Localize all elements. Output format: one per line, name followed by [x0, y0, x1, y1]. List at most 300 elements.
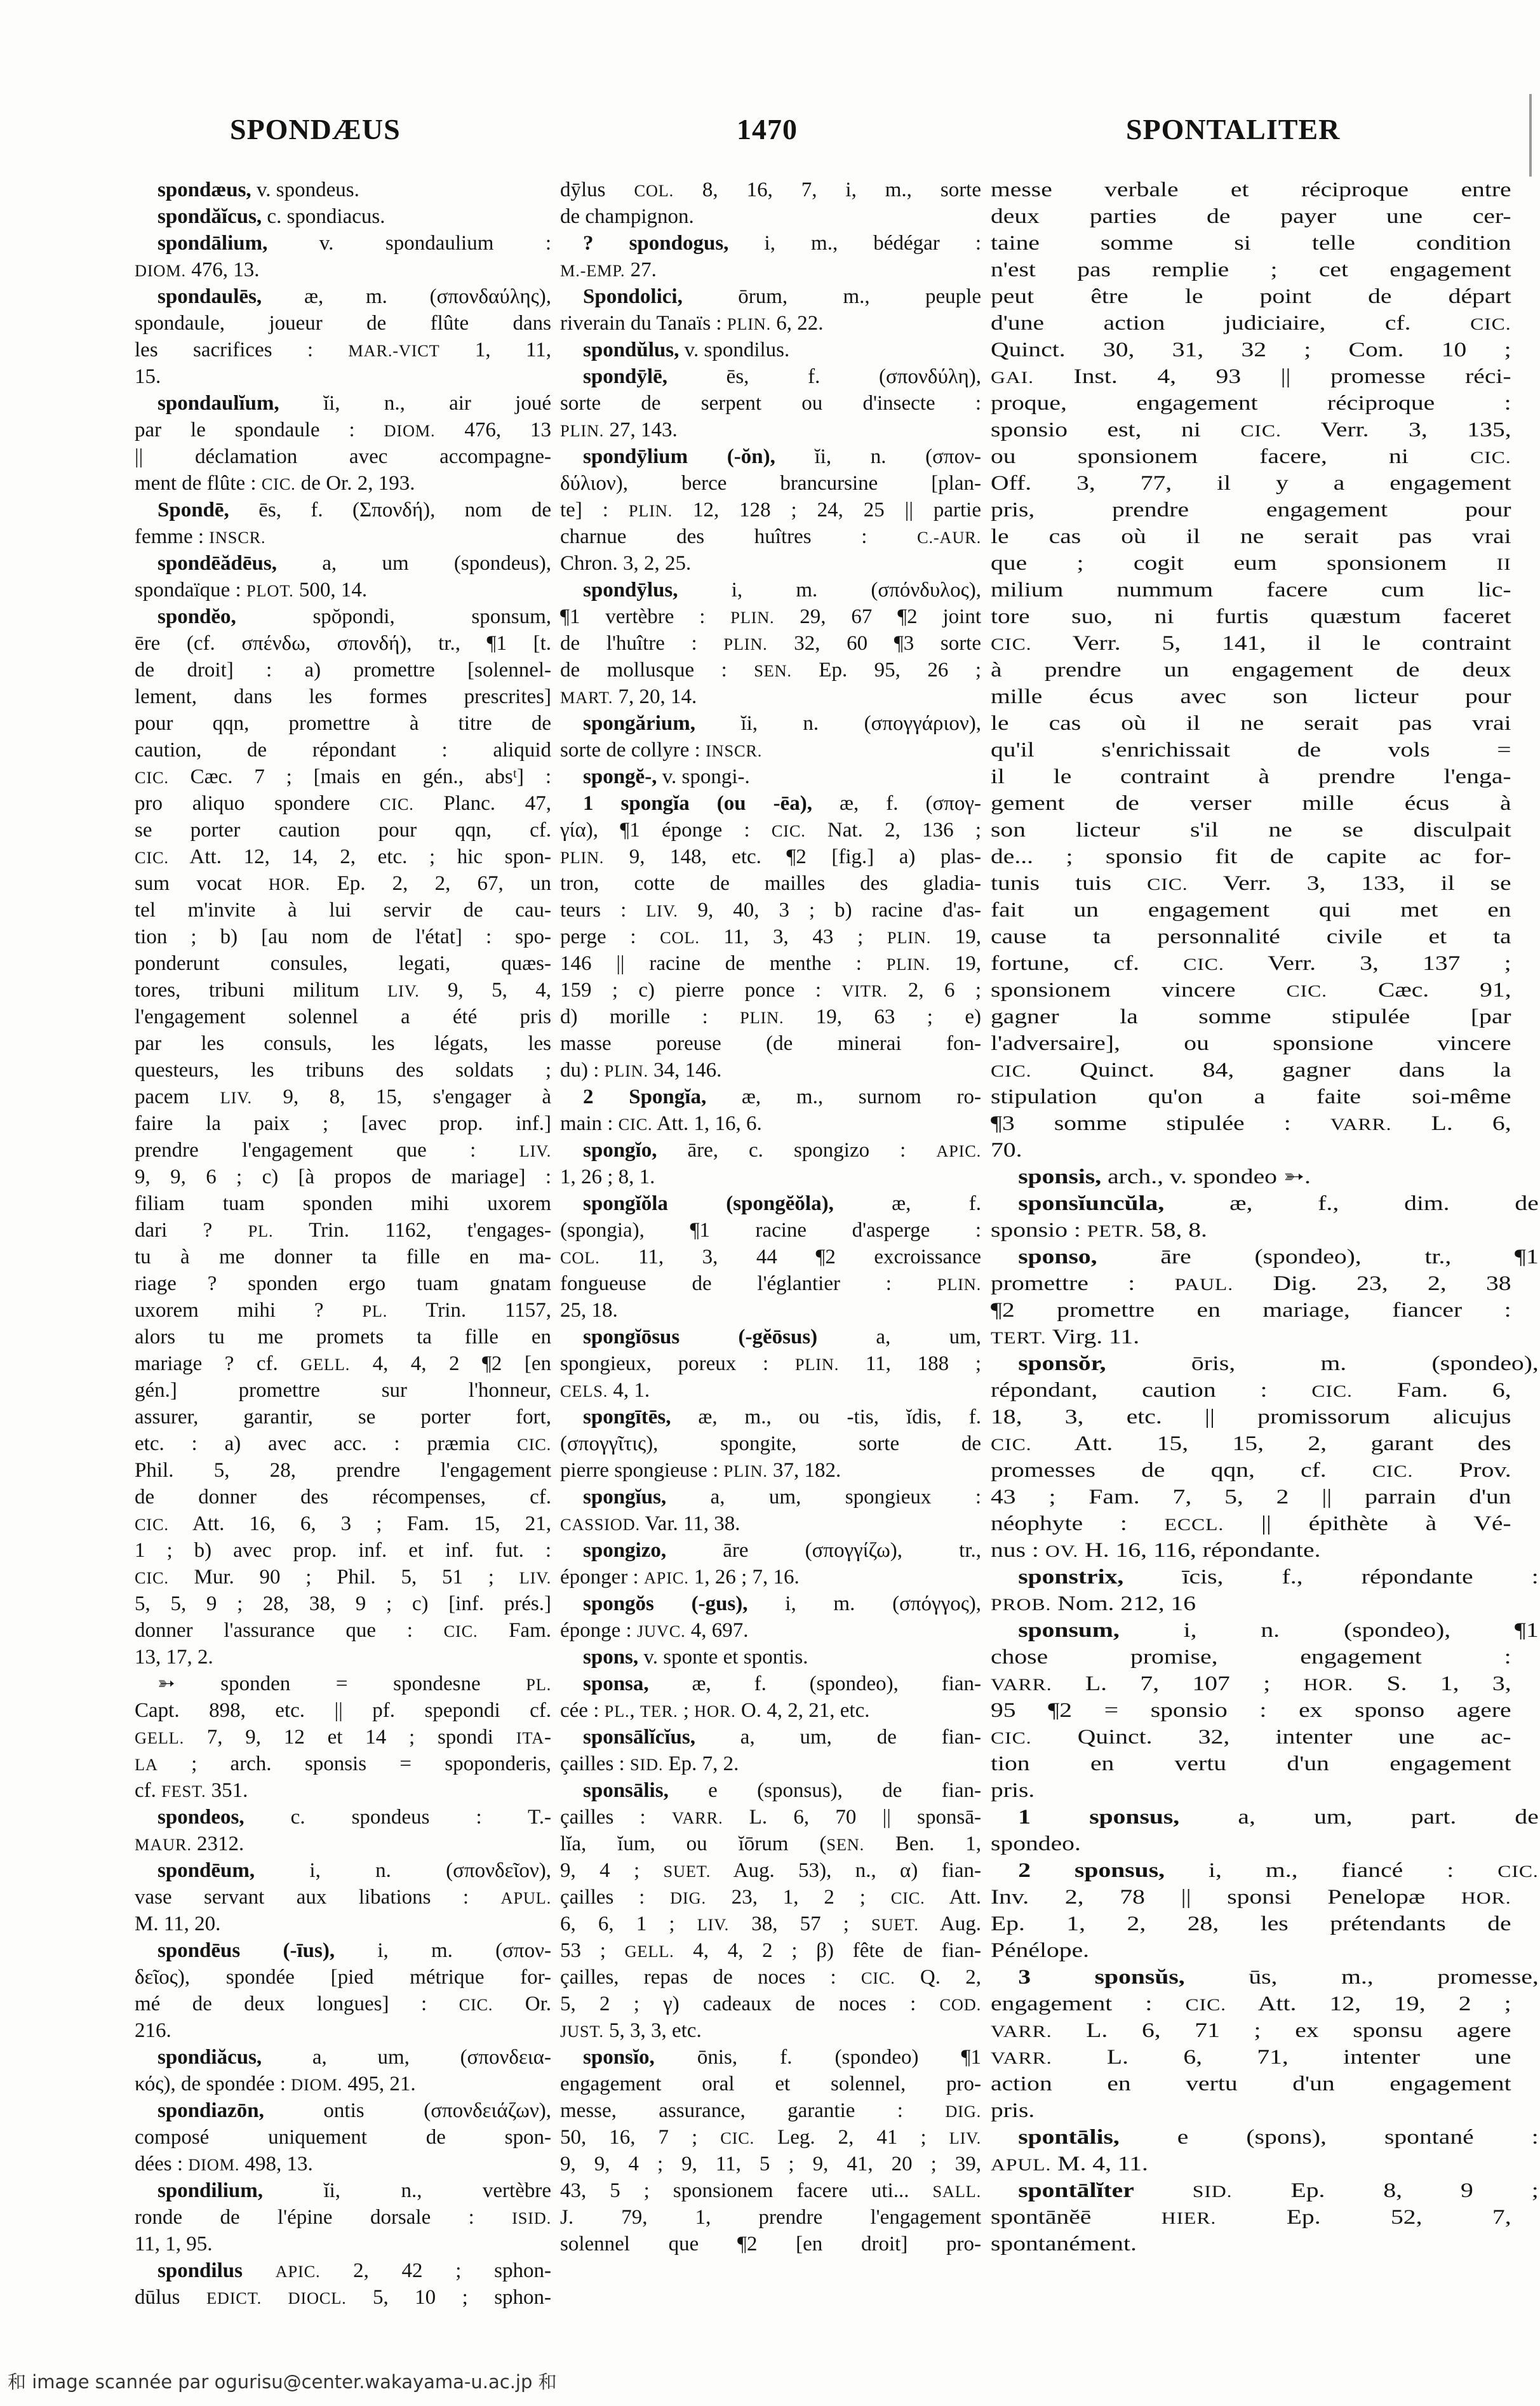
entry-start-line — [560, 230, 981, 257]
entry-line: GAI. Inst. 4, 93 || promesse réci- — [991, 365, 1511, 388]
entry-start-line — [560, 363, 981, 390]
entry-line: questeurs, les tribuns des soldats ; — [135, 1059, 551, 1082]
entry-headword: spondȳlium (-ŏn), — [583, 445, 775, 468]
entry-line: 13, 17, 2. — [135, 1646, 213, 1669]
entry-text: æ, f. (spondeo), fian- — [648, 1672, 981, 1695]
entry-line: Inv. 2, 78 || sponsi Penelopæ HOR. — [991, 1886, 1511, 1909]
entry-line: TERT. Virg. 11. — [991, 1326, 1140, 1348]
entry-text: i, n. (σπονδεῖον), — [255, 1859, 551, 1882]
entry-headword: 1 spongĭa (ou -ēa), — [583, 792, 812, 815]
entry-start-line — [560, 710, 981, 737]
entry-text: v. spongi-. — [657, 765, 750, 788]
entry-headword: sponsum, — [1018, 1619, 1120, 1642]
entry-line: ¶1 vertèbre : PLIN. 29, 67 ¶2 joint — [560, 605, 981, 628]
entry-line: ¶2 promettre en mariage, fiancer : — [991, 1299, 1511, 1322]
entry-line: engagement oral et solennel, pro- — [560, 2073, 981, 2095]
entry-start-line — [560, 577, 981, 603]
entry-line: masse poreuse (de minerai fon- — [560, 1032, 981, 1055]
entry-text: īcis, f., répondante : — [1123, 1566, 1539, 1589]
entry-start-line — [560, 337, 981, 363]
entry-text: ĭi, n. (σπον- — [775, 445, 981, 468]
entry-line: répondant, caution : CIC. Fam. 6, — [991, 1379, 1511, 1402]
page-number: 1470 — [737, 113, 798, 145]
entry-line: etc. : a) avec acc. : præmia CIC. — [135, 1432, 551, 1455]
entry-line: 6, 6, 1 ; LIV. 38, 57 ; SUET. Aug. — [560, 1912, 981, 1935]
entry-headword: spondiăcus, — [157, 2046, 262, 2069]
entry-line: de mollusque : SEN. Ep. 95, 26 ; — [560, 659, 981, 682]
entry-headword: spondēus (-īus), — [157, 1939, 335, 1962]
entry-line: M. 11, 20. — [135, 1912, 221, 1935]
entry-text: āre, c. spongizo : APIC. — [657, 1139, 981, 1162]
entry-line: d'une action judiciaire, cf. CIC. — [991, 312, 1511, 335]
entry-headword: sponsĭo, — [583, 2046, 655, 2069]
dictionary-column-1 — [135, 177, 551, 2311]
entry-line: tore suo, ni furtis quæstum faceret — [991, 605, 1511, 628]
entry-line: spontanément. — [991, 2233, 1137, 2255]
entry-headword: 3 sponsŭs, — [1018, 1966, 1185, 1989]
entry-headword: spongĭus, — [583, 1486, 667, 1509]
entry-line: riage ? sponden ergo tuam gnatam — [135, 1272, 551, 1295]
entry-text: ĭi, n. (σπογγάριον), — [695, 712, 981, 735]
entry-line: 9, 9, 4 ; 9, 11, 5 ; 9, 41, 20 ; 39, — [560, 2153, 981, 2175]
entry-line: sum vocat HOR. Ep. 2, 2, 67, un — [135, 872, 551, 895]
entry-start-line — [135, 1857, 551, 1884]
entry-start-line — [135, 177, 551, 203]
entry-line: Chron. 3, 2, 25. — [560, 552, 692, 575]
entry-line: 15. — [135, 365, 161, 388]
entry-headword: spontālis, — [1018, 2126, 1120, 2149]
entry-line: messe verbale et réciproque entre — [991, 178, 1511, 201]
entry-line: DIOM. 476, 13. — [135, 259, 260, 281]
running-head-first-entry: SPONDÆUS — [230, 113, 401, 145]
entry-line: cée : PL., TER. ; HOR. O. 4, 2, 21, etc. — [560, 1699, 870, 1722]
entry-headword: spondăĭcus, — [157, 205, 262, 228]
entry-line: prendre l'engagement que : LIV. — [135, 1139, 551, 1162]
entry-line: 70. — [991, 1139, 1022, 1162]
entry-headword: spondæus, — [157, 178, 251, 201]
entry-line: à prendre un engagement de deux — [991, 659, 1511, 682]
entry-start-line — [135, 1804, 551, 1831]
entry-line: GELL. 7, 9, 12 et 14 ; spondi ITA- — [135, 1726, 551, 1749]
entry-line: 18, 3, etc. || promissorum alicujus — [991, 1406, 1511, 1428]
entry-line: 43, 5 ; sponsionem facere uti... SALL. — [560, 2179, 981, 2202]
entry-line: solennel que ¶2 [en droit] pro- — [560, 2233, 981, 2255]
entry-line: tion ; b) [au nom de l'état] : spo- — [135, 925, 551, 948]
entry-text: i, m. (σπον- — [335, 1939, 551, 1962]
entry-text: ēs, f. (Σπονδή), nom de — [229, 499, 551, 521]
entry-start-line — [135, 203, 551, 230]
entry-text: a, um (spondeus), — [277, 552, 551, 575]
entry-headword: spondālium, — [157, 232, 268, 255]
entry-start-line — [560, 1777, 981, 1804]
entry-line: cf. FEST. 351. — [135, 1779, 248, 1802]
entry-text: āre (spondeo), tr., ¶1 — [1097, 1246, 1539, 1268]
entry-line: mariage ? cf. GELL. 4, 4, 2 ¶2 [en — [135, 1352, 551, 1375]
entry-headword: spondaulēs, — [157, 285, 262, 308]
entry-line: de donner des récompenses, cf. — [135, 1486, 551, 1509]
entry-start-line — [135, 390, 551, 417]
entry-headword: spongĭo, — [583, 1139, 657, 1162]
entry-line: composé uniquement de spon- — [135, 2126, 551, 2149]
entry-text: ōnis, f. (spondeo) ¶1 — [654, 2046, 981, 2069]
running-head-last-entry: SPONTALITER — [1126, 113, 1341, 145]
entry-line: CIC. Att. 15, 15, 2, garant des — [991, 1432, 1511, 1455]
entry-headword: spondȳlē, — [583, 365, 667, 388]
entry-text: æ, f. — [833, 1192, 981, 1215]
entry-headword: spons, — [583, 1646, 639, 1669]
entry-text: a, um, part. de — [1179, 1806, 1539, 1829]
entry-headword: spondilus — [157, 2259, 243, 2282]
entry-line: se porter caution pour qqn, cf. — [135, 819, 551, 842]
entry-headword: 2 sponsus, — [1018, 1859, 1165, 1882]
entry-headword: spondilium, — [157, 2179, 263, 2202]
entry-text: ūs, m., promesse, — [1184, 1966, 1539, 1989]
entry-start-line — [991, 1244, 1539, 1270]
entry-start-line — [560, 1324, 981, 1350]
entry-start-line — [135, 603, 551, 630]
entry-line: messe, assurance, garantie : DIG. — [560, 2099, 981, 2122]
entry-start-line — [560, 763, 981, 790]
entry-start-line — [560, 1484, 981, 1510]
entry-text: v. spondeus. — [251, 178, 359, 201]
entry-start-line — [560, 790, 981, 817]
entry-line: ponderunt consules, legati, quæs- — [135, 952, 551, 975]
entry-line: le cas où il ne serait pas vrai — [991, 525, 1511, 548]
entry-start-line — [135, 1670, 551, 1697]
entry-text: SID. Ep. 8, 9 ; — [1192, 2179, 1539, 2202]
entry-line: PLIN. 27, 143. — [560, 419, 678, 441]
entry-line: pierre spongieuse : PLIN. 37, 182. — [560, 1459, 841, 1482]
entry-line: 1 ; b) avec prop. inf. et inf. fut. : — [135, 1539, 551, 1562]
entry-headword: spondȳlus, — [583, 579, 678, 602]
entry-headword: 2 Spongĭa, — [583, 1085, 707, 1108]
entry-line: faire la paix ; [avec prop. inf.] — [135, 1112, 551, 1135]
entry-text: v. spondilus. — [679, 339, 790, 361]
entry-headword: sponsālĭcĭus, — [583, 1726, 695, 1749]
entry-line: gagner la somme stipulée [par — [991, 1005, 1511, 1028]
entry-start-line — [991, 1190, 1539, 1217]
entry-line: fortune, cf. CIC. Verr. 3, 137 ; — [991, 952, 1511, 975]
entry-line: 43 ; Fam. 7, 5, 2 || parrain d'un — [991, 1486, 1511, 1509]
entry-line: tu à me donner ta fille en ma- — [135, 1246, 551, 1268]
entry-headword: spondēădēus, — [157, 552, 277, 575]
entry-line: le cas où il ne serait pas vrai — [991, 712, 1511, 735]
entry-line: (spongia), ¶1 racine d'asperge : — [560, 1219, 981, 1242]
entry-headword: Spondolici, — [583, 285, 683, 308]
entry-line: spondaule, joueur de flûte dans — [135, 312, 551, 335]
entry-text: i, m., fiancé : CIC. — [1165, 1859, 1539, 1882]
entry-headword: 1 sponsus, — [1018, 1806, 1180, 1829]
entry-line: alors tu me promets ta fille en — [135, 1326, 551, 1348]
entry-line: pris, prendre engagement pour — [991, 499, 1511, 521]
entry-line: (σπογγῖτις), spongite, sorte de — [560, 1432, 981, 1455]
entry-headword: sponsa, — [583, 1672, 649, 1695]
entry-line: ¶3 somme stipulée : VARR. L. 6, — [991, 1112, 1511, 1135]
entry-line: Ep. 1, 2, 28, les prétendants de — [991, 1912, 1511, 1935]
entry-line: Phil. 5, 28, prendre l'engagement — [135, 1459, 551, 1482]
entry-line: mille écus avec son licteur pour — [991, 685, 1511, 708]
entry-headword: spondiazōn, — [157, 2099, 264, 2122]
entry-text: æ, f. (σπογ- — [812, 792, 981, 815]
entry-text: ĭi, n., vertèbre — [263, 2179, 551, 2202]
entry-line: COL. 11, 3, 44 ¶2 excroissance — [560, 1246, 981, 1268]
entry-headword: spondeos, — [157, 1806, 244, 1829]
entry-line: κός), de spondée : DIOM. 495, 21. — [135, 2073, 416, 2095]
entry-line: stipulation qu'on a faite soi-même — [991, 1085, 1511, 1108]
entry-line: 159 ; c) pierre ponce : VITR. 2, 6 ; — [560, 979, 981, 1002]
dictionary-column-3 — [991, 177, 1539, 2257]
entry-line: sponsionem vincere CIC. Cæc. 91, — [991, 979, 1511, 1002]
entry-line: sorte de collyre : INSCR. — [560, 739, 763, 762]
entry-line: 95 ¶2 = sponsio : ex sponso agere — [991, 1699, 1511, 1722]
entry-line: femme : INSCR. — [135, 525, 266, 548]
entry-line: pro aliquo spondere CIC. Planc. 47, — [135, 792, 551, 815]
entry-text: i, m. (σπόνδυλος), — [678, 579, 981, 602]
entry-line: l'engagement solennel a été pris — [135, 1005, 551, 1028]
entry-start-line — [991, 1804, 1539, 1831]
entry-text: ontis (σπονδειάζων), — [264, 2099, 551, 2122]
entry-text: ōrum, m., peuple — [682, 285, 981, 308]
entry-line: δεῖος), spondée [pied métrique for- — [135, 1966, 551, 1989]
entry-text: a, um, spongieux : — [666, 1486, 981, 1509]
entry-line: par les consuls, les légats, les — [135, 1032, 551, 1055]
entry-line: ment de flûte : CIC. de Or. 2, 193. — [135, 472, 415, 495]
entry-start-line — [560, 1190, 981, 1217]
entry-text: ĭi, n., air joué — [279, 392, 551, 415]
entry-text: ēs, f. (σπονδύλη), — [667, 365, 981, 388]
entry-line: pris. — [991, 2099, 1035, 2122]
entry-start-line — [560, 1724, 981, 1751]
entry-text: ōris, m. (spondeo), — [1106, 1352, 1539, 1375]
entry-line: lement, dans les formes prescrites] — [135, 685, 551, 708]
entry-line: nus : OV. H. 16, 116, répondante. — [991, 1539, 1321, 1562]
entry-line: promettre : PAUL. Dig. 23, 2, 38 — [991, 1272, 1511, 1295]
entry-start-line — [135, 2097, 551, 2124]
entry-line: CIC. Att. 12, 14, 2, etc. ; hic spon- — [135, 845, 551, 868]
entry-line: les sacrifices : MAR.-VICT 1, 11, — [135, 339, 551, 361]
entry-line: deux parties de payer une cer- — [991, 205, 1511, 228]
entry-line: pacem LIV. 9, 8, 15, s'engager à — [135, 1085, 551, 1108]
entry-line: Pénélope. — [991, 1939, 1090, 1962]
entry-line: du) : PLIN. 34, 146. — [560, 1059, 722, 1082]
entry-line: ronde de l'épine dorsale : ISID. — [135, 2206, 551, 2229]
entry-start-line — [991, 1964, 1539, 1991]
entry-text: āre (σπογγίζω), tr., — [666, 1539, 981, 1562]
entry-line: VARR. L. 6, 71 ; ex sponsu agere — [991, 2019, 1511, 2042]
entry-text: e (sponsus), de fian- — [668, 1779, 981, 1802]
entry-line: lĭa, ĭum, ou ĭōrum (SEN. Ben. 1, — [560, 1832, 981, 1855]
scan-credit: 和 image scannée par ogurisu@center.wakayama-u.ac.jp 和 — [8, 2371, 557, 2393]
entry-start-line — [135, 230, 551, 257]
entry-line: spongieux, poreux : PLIN. 11, 188 ; — [560, 1352, 981, 1375]
entry-line: 25, 18. — [560, 1299, 618, 1322]
entry-line: APUL. M. 4, 11. — [991, 2153, 1148, 2175]
entry-text: ➳ sponden = spondesne PL. — [157, 1672, 551, 1695]
entry-line: 50, 16, 7 ; CIC. Leg. 2, 41 ; LIV. — [560, 2126, 981, 2149]
entry-line: CELS. 4, 1. — [560, 1379, 650, 1402]
entry-line: action en vertu d'un engagement — [991, 2073, 1511, 2095]
entry-headword: spondŭlus, — [583, 339, 680, 361]
entry-line: engagement : CIC. Att. 12, 19, 2 ; — [991, 1993, 1511, 2015]
entry-line: CASSIOD. Var. 11, 38. — [560, 1512, 740, 1535]
entry-text: æ, m., surnom ro- — [706, 1085, 981, 1108]
entry-line: 1, 26 ; 8, 1. — [560, 1166, 655, 1188]
scan-edge-mark — [1529, 94, 1532, 177]
entry-headword: spongŏs (-gus), — [583, 1592, 748, 1615]
entry-start-line — [991, 1564, 1539, 1590]
entry-start-line — [991, 1164, 1539, 1190]
entry-start-line — [991, 2124, 1539, 2151]
entry-line: tion en vertu d'un engagement — [991, 1752, 1511, 1775]
entry-start-line — [560, 1084, 981, 1110]
entry-line: ēre (cf. σπένδω, σπονδή), tr., ¶1 [t. — [135, 632, 551, 655]
entry-line: 146 || racine de menthe : PLIN. 19, — [560, 952, 981, 975]
entry-line: dȳlus COL. 8, 16, 7, i, m., sorte — [560, 178, 981, 201]
entry-line: charnue des huîtres : C.-AUR. — [560, 525, 981, 548]
entry-line: il le contraint à prendre l'enga- — [991, 765, 1511, 788]
entry-text: æ, m. (σπονδαύλης), — [262, 285, 551, 308]
entry-line: Off. 3, 77, il y a engagement — [991, 472, 1511, 495]
entry-line: tel m'invite à lui servir de cau- — [135, 899, 551, 922]
entry-start-line — [560, 1670, 981, 1697]
entry-start-line — [991, 2177, 1539, 2204]
entry-line: 53 ; GELL. 4, 4, 2 ; β) fête de fian- — [560, 1939, 981, 1962]
entry-line: donner l'assurance que : CIC. Fam. — [135, 1619, 551, 1642]
entry-start-line — [560, 1137, 981, 1164]
entry-line: spondaïque : PLOT. 500, 14. — [135, 579, 368, 602]
entry-line: CIC. Cæc. 7 ; [mais en gén., absᵗ] : — [135, 765, 551, 788]
entry-line: riverain du Tanaïs : PLIN. 6, 22. — [560, 312, 824, 335]
entry-line: gement de verser mille écus à — [991, 792, 1511, 815]
entry-start-line — [135, 497, 551, 523]
entry-start-line — [135, 550, 551, 577]
entry-line: qu'il s'enrichissait de vols = — [991, 739, 1511, 762]
entry-start-line — [560, 1644, 981, 1670]
entry-line: MAUR. 2312. — [135, 1832, 244, 1855]
entry-start-line — [560, 1404, 981, 1430]
entry-headword: sponsĭuncŭla, — [1018, 1192, 1165, 1215]
entry-start-line — [135, 1937, 551, 1964]
entry-text: a, um, (σπονδεια- — [262, 2046, 551, 2069]
entry-line: JUST. 5, 3, 3, etc. — [560, 2019, 702, 2042]
entry-headword: spongĕ-, — [583, 765, 657, 788]
entry-line: sponsio est, ni CIC. Verr. 3, 135, — [991, 419, 1511, 441]
entry-text: v. sponte et spontis. — [638, 1646, 808, 1669]
entry-line: n'est pas remplie ; cet engagement — [991, 259, 1511, 281]
entry-start-line — [135, 2044, 551, 2071]
entry-text: e (spons), spontané : — [1119, 2126, 1539, 2149]
entry-start-line — [560, 1537, 981, 1564]
entry-line: CIC. Quinct. 32, intenter une ac- — [991, 1726, 1511, 1749]
entry-headword: spongītēs, — [583, 1406, 671, 1428]
entry-line: M.-EMP. 27. — [560, 259, 657, 281]
entry-headword: sponsālis, — [583, 1779, 669, 1802]
entry-start-line — [991, 1617, 1539, 1644]
entry-line: néophyte : ECCL. || épithète à Vé- — [991, 1512, 1511, 1535]
dictionary-column-2 — [560, 177, 981, 2257]
entry-headword: sponsŏr, — [1018, 1352, 1106, 1375]
entry-start-line — [560, 1590, 981, 1617]
entry-text: c. spondiacus. — [262, 205, 385, 228]
entry-start-line — [135, 2257, 551, 2284]
entry-line: perge : COL. 11, 3, 43 ; PLIN. 19, — [560, 925, 981, 948]
entry-line: tron, cotte de mailles des gladia- — [560, 872, 981, 895]
entry-line: CIC. Quinct. 84, gagner dans la — [991, 1059, 1511, 1082]
entry-line: caution, de répondant : aliquid — [135, 739, 551, 762]
entry-line: sponsio : PETR. 58, 8. — [991, 1219, 1207, 1242]
entry-text: i, n. (spondeo), ¶1 — [1119, 1619, 1539, 1642]
entry-line: proque, engagement réciproque : — [991, 392, 1511, 415]
entry-line: VARR. L. 6, 71, intenter une — [991, 2046, 1511, 2069]
entry-line: || déclamation avec accompagne- — [135, 445, 551, 468]
entry-line: çailles : SID. Ep. 7, 2. — [560, 1752, 739, 1775]
entry-headword: spondĕo, — [157, 605, 236, 628]
entry-text: c. spondeus : T.- — [244, 1806, 551, 1829]
entry-line: de champignon. — [560, 205, 694, 228]
entry-line: de... ; sponsio fit de capite ac for- — [991, 845, 1511, 868]
entry-line: 11, 1, 95. — [135, 2233, 213, 2255]
entry-line: tores, tribuni militum LIV. 9, 5, 4, — [135, 979, 551, 1002]
entry-line: de l'huître : PLIN. 32, 60 ¶3 sorte — [560, 632, 981, 655]
entry-line: mé de deux longues] : CIC. Or. — [135, 1993, 551, 2015]
entry-line: d) morille : PLIN. 19, 63 ; e) — [560, 1005, 981, 1028]
entry-text: a, um, — [817, 1326, 981, 1348]
entry-line: J. 79, 1, prendre l'engagement — [560, 2206, 981, 2229]
entry-line: éponger : APIC. 1, 26 ; 7, 16. — [560, 1566, 800, 1589]
entry-headword: spongĭŏla (spongĕŏla), — [583, 1192, 834, 1215]
entry-start-line — [991, 1857, 1539, 1884]
entry-line: Capt. 898, etc. || pf. spepondi cf. — [135, 1699, 551, 1722]
entry-line: çailles : VARR. L. 6, 70 || sponsā- — [560, 1806, 981, 1829]
entry-line: promesses de qqn, cf. CIC. Prov. — [991, 1459, 1511, 1482]
entry-headword: spongĭōsus (-gĕōsus) — [583, 1326, 818, 1348]
entry-headword: spongărium, — [583, 712, 695, 735]
entry-line: PLIN. 9, 148, etc. ¶2 [fig.] a) plas- — [560, 845, 981, 868]
entry-line: spontānĕē HIER. Ep. 52, 7, — [991, 2206, 1511, 2229]
entry-line: sorte de serpent ou d'insecte : — [560, 392, 981, 415]
entry-line: 216. — [135, 2019, 171, 2042]
entry-line: PROB. Nom. 212, 16 — [991, 1592, 1196, 1615]
entry-start-line — [560, 2044, 981, 2071]
entry-line: ou sponsionem facere, ni CIC. — [991, 445, 1511, 468]
entry-line: peut être le point de départ — [991, 285, 1511, 308]
entry-line: cause ta personnalité civile et ta — [991, 925, 1511, 948]
entry-line: teurs : LIV. 9, 40, 3 ; b) racine d'as- — [560, 899, 981, 922]
entry-line: dées : DIOM. 498, 13. — [135, 2153, 313, 2175]
entry-line: tunis tuis CIC. Verr. 3, 133, il se — [991, 872, 1511, 895]
entry-line: dari ? PL. Trin. 1162, t'engages- — [135, 1219, 551, 1242]
entry-headword: ? spondogus, — [583, 232, 729, 255]
entry-line: pris. — [991, 1779, 1035, 1802]
entry-line: assurer, garantir, se porter fort, — [135, 1406, 551, 1428]
entry-line: vase servant aux libations : APUL. — [135, 1886, 551, 1909]
entry-line: que ; cogit eum sponsionem II — [991, 552, 1511, 575]
entry-line: CIC. Verr. 5, 141, il le contraint — [991, 632, 1511, 655]
entry-line: fait un engagement qui met en — [991, 899, 1511, 922]
entry-line: gén.] promettre sur l'honneur, — [135, 1379, 551, 1402]
entry-line: par le spondaule : DIOM. 476, 13 — [135, 419, 551, 441]
entry-line: 5, 2 ; γ) cadeaux de noces : COD. — [560, 1993, 981, 2015]
entry-line: chose promise, engagement : — [991, 1646, 1511, 1669]
entry-headword: sponso, — [1018, 1246, 1097, 1268]
entry-line: VARR. L. 7, 107 ; HOR. S. 1, 3, — [991, 1672, 1511, 1695]
entry-line: main : CIC. Att. 1, 16, 6. — [560, 1112, 762, 1135]
entry-text: æ, f., dim. de — [1164, 1192, 1539, 1215]
entry-text: APIC. 2, 42 ; sphon- — [275, 2259, 551, 2282]
entry-start-line — [135, 2177, 551, 2204]
entry-line: CIC. Mur. 90 ; Phil. 5, 51 ; LIV. — [135, 1566, 551, 1589]
entry-line: 9, 4 ; SUET. Aug. 53), n., α) fian- — [560, 1859, 981, 1882]
